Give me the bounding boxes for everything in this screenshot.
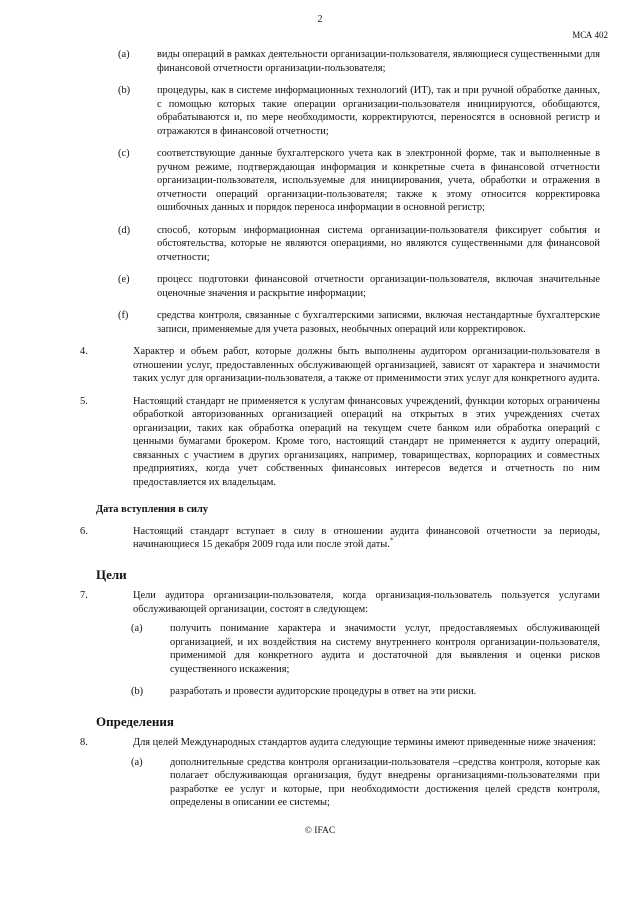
list-item-text: соответствующие данные бухгалтерского учета как в электронной форме, так и выполненные в ручном режиме, подтверждающая информация и конкретные счета в финансовой отчетности организации-пользователя, используемые для инициирования, учета, обработки и отражения в отчетности операций организации-пользователя; также к этому относится корректировка ошибочных данных и порядок переноса информации в основной регистр; bbox=[157, 148, 600, 213]
section-heading-objectives: Цели bbox=[96, 566, 127, 582]
page-number: 2 bbox=[317, 14, 323, 25]
list-item-text: процесс подготовки финансовой отчетности организации-пользователя, включая значительные оценочные значения и раскрытие информации; bbox=[157, 274, 600, 299]
page-footer: © IFAC bbox=[304, 826, 336, 836]
list-item-e bbox=[120, 273, 600, 300]
list-marker: (c) bbox=[118, 148, 130, 159]
paragraph-text: Для целей Международных стандартов аудита следующие термины имеют приведенные ниже значения: bbox=[133, 737, 596, 748]
list-item-a bbox=[120, 48, 600, 75]
list-item-text: виды операций в рамках деятельности организации-пользователя, являющиеся существенными для финансовой отчетности организации-пользователя; bbox=[157, 49, 600, 74]
section-heading-effective-date: Дата вступления в силу bbox=[96, 504, 209, 515]
paragraph-7 bbox=[80, 589, 600, 699]
paragraph-5 bbox=[80, 395, 600, 490]
paragraph-text: Настоящий стандарт не применяется к услугам финансовых учреждений, функции которых ограничены обработкой авторизованных организацией операций на открытых в этих учреждениях счетах организации, таких как обработка операций на текущем счете банком или обработка операций с ценными бумагами брокером. Кроме того, настоящий стандарт не применяется к аудиту операций, связанных с участием в других организациях, например, товариществах, корпорациях и совместных предприятиях, когда учет собственных финансовых интересов ведется и отчетность по ним предоставляется их владельцам. bbox=[133, 395, 600, 488]
list-item-f bbox=[120, 309, 600, 336]
objective-item-a bbox=[133, 622, 600, 676]
paragraph-number: 7. bbox=[80, 590, 88, 601]
list-item-text: разработать и провести аудиторские процедуры в ответ на эти риски. bbox=[170, 686, 477, 697]
list-marker: (b) bbox=[131, 686, 144, 697]
page-content bbox=[80, 48, 600, 819]
list-item-text: способ, которым информационная система организации-пользователя фиксирует события и обстоятельства, которые не являются операциями, но являются существенными для финансовой отчетности; bbox=[157, 224, 600, 263]
paragraph-number: 6. bbox=[80, 525, 88, 537]
section-heading-definitions: Определения bbox=[96, 713, 174, 729]
paragraph-number: 5. bbox=[80, 395, 88, 407]
list-marker: (f) bbox=[118, 310, 129, 321]
list-item-b bbox=[120, 84, 600, 138]
paragraph-number: 8. bbox=[80, 737, 88, 748]
list-item-d bbox=[120, 224, 600, 265]
paragraph-text: Настоящий стандарт вступает в силу в отношении аудита финансовой отчетности за периоды, начинающиеся 15 декабря 2009 года или после этой даты. bbox=[133, 525, 600, 550]
document-code: МСА 402 bbox=[572, 30, 608, 40]
paragraph-number: 4. bbox=[80, 346, 88, 357]
list-item-text: процедуры, как в системе информационных технологий (ИТ), так и при ручной обработке данных, с помощью которых такие операции организации-пользователя инициируются, обобщаются, обрабатываются и, по мере необходимости, корректируются, переносятся в основной регистр и отражаются в финансовой отчетности; bbox=[157, 85, 600, 137]
list-marker: (a) bbox=[118, 49, 130, 60]
paragraph-6 bbox=[80, 525, 600, 552]
paragraph-text: Характер и объем работ, которые должны быть выполнены аудитором организации-пользователя в отношении услуг, предоставленных обслуживающей организацией, зависят от характера и значимости таких услуг для организации-пользователя, а также от применимости этих услуг для конкретного аудита. bbox=[133, 346, 600, 384]
list-item-text: получить понимание характера и значимости услуг, предоставляемых обслуживающей организацией, и их воздействия на систему внутреннего контроля организации-пользователя, применимой для конкретного аудита и достаточной для выявления и оценки рисков существенного искажения; bbox=[170, 623, 600, 675]
list-marker: (e) bbox=[118, 274, 130, 285]
list-marker: (d) bbox=[118, 224, 131, 236]
list-item-text: дополнительные средства контроля организации-пользователя –средства контроля, которые как полагает обслуживающая организация, будут внедрены организациями-пользователями при разработке ее услуг и которые, при необходимости достижения целей средств контроля, определены в описании ее системы; bbox=[170, 756, 600, 808]
list-marker: (a) bbox=[131, 623, 143, 634]
list-marker: (b) bbox=[118, 85, 131, 96]
paragraph-8 bbox=[80, 736, 600, 810]
footnote-marker: * bbox=[389, 536, 394, 545]
objective-item-b bbox=[133, 685, 600, 699]
definition-item-a bbox=[133, 756, 600, 810]
paragraph-4 bbox=[80, 345, 600, 386]
list-item-c bbox=[120, 147, 600, 215]
paragraph-text: Цели аудитора организации-пользователя, когда организация-пользователь пользуется услугами обслуживающей организации, состоят в следующем: bbox=[133, 590, 600, 615]
list-item-text: средства контроля, связанные с бухгалтерскими записями, включая нестандартные бухгалтерские записи, применяемые для учета разовых, необычных операций или корректировок. bbox=[157, 310, 600, 335]
list-marker: (a) bbox=[131, 756, 143, 768]
